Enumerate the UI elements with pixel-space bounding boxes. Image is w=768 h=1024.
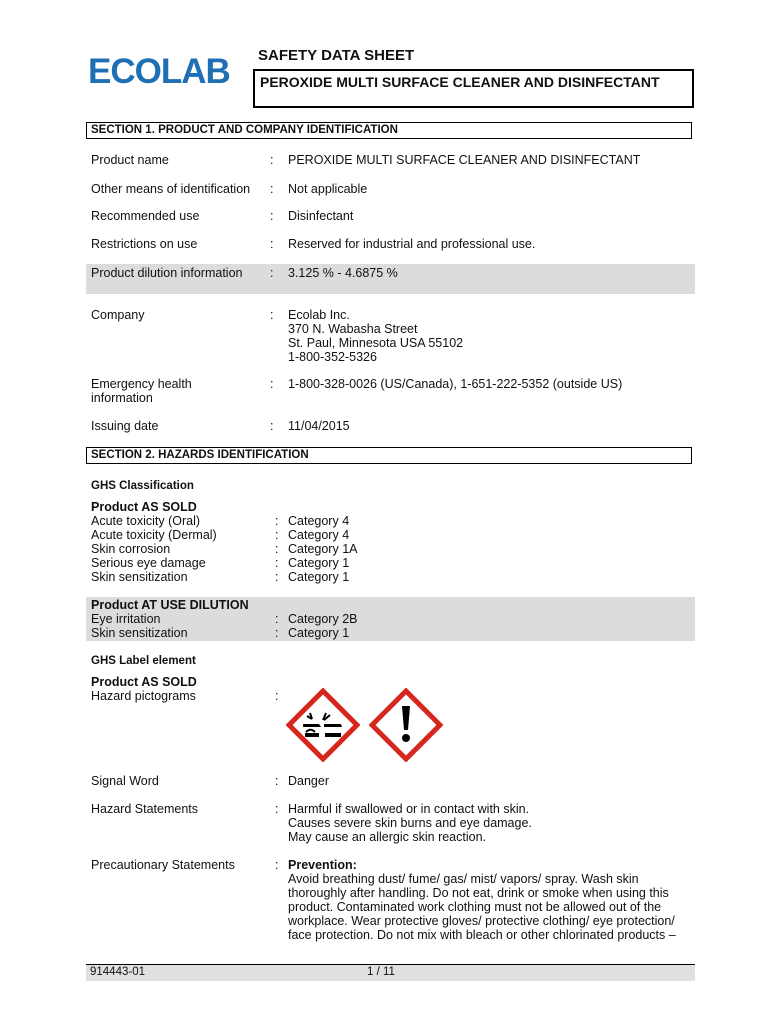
exclamation-pictogram-icon [369,688,443,762]
precautionary-label: Precautionary Statements [91,858,235,872]
product-name-value: PEROXIDE MULTI SURFACE CLEANER AND DISINFECTANT [288,153,641,167]
recommended-use-value: Disinfectant [288,209,354,223]
colon: : [275,514,279,528]
ghs-classification-heading: GHS Classification [91,480,194,492]
colon: : [275,689,279,703]
colon: : [270,308,274,322]
classification-label: Skin corrosion [91,542,171,556]
classification-value: Category 1 [288,556,350,570]
use-dilution-heading: Product AT USE DILUTION [91,598,249,612]
ghs-label-element-heading: GHS Label element [91,655,196,667]
classification-value: Category 2B [288,612,358,626]
classification-label: Acute toxicity (Dermal) [91,528,217,542]
emergency-label-cont: information [91,391,153,405]
classification-label: Skin sensitization [91,570,188,584]
colon: : [275,626,279,640]
corrosion-pictogram-icon [286,688,360,762]
classification-value: Category 4 [288,528,350,542]
pictograms-label: Hazard pictograms [91,689,196,703]
issuing-date-value: 11/04/2015 [288,419,350,433]
document-type-title: SAFETY DATA SHEET [258,47,415,64]
hazard-statement: May cause an allergic skin reaction. [288,830,487,844]
section-1-title: SECTION 1. PRODUCT AND COMPANY IDENTIFICATION [91,124,398,136]
colon: : [275,612,279,626]
page-number: 1 / 11 [367,966,395,978]
other-id-label: Other means of identification [91,182,251,196]
colon: : [275,858,279,872]
colon: : [275,570,279,584]
hazard-statement: Causes severe skin burns and eye damage. [288,816,532,830]
product-title: PEROXIDE MULTI SURFACE CLEANER AND DISINFECTANT [260,74,660,90]
prevention-line: workplace. Wear protective gloves/ protective clothing/ eye protection/ [288,914,675,928]
product-title-box [253,69,694,108]
colon: : [275,556,279,570]
classification-label: Skin sensitization [91,626,188,640]
hazard-statements-label: Hazard Statements [91,802,198,816]
classification-value: Category 1 [288,570,350,584]
colon: : [275,802,279,816]
company-line: St. Paul, Minnesota USA 55102 [288,336,464,350]
signal-word-value: Danger [288,774,329,788]
label-as-sold-heading: Product AS SOLD [91,675,197,689]
classification-label: Serious eye damage [91,556,206,570]
restrictions-label: Restrictions on use [91,237,198,251]
emergency-value: 1-800-328-0026 (US/Canada), 1-651-222-5352 (outside US) [288,377,623,391]
colon: : [275,774,279,788]
company-line: 1-800-352-5326 [288,350,377,364]
document-number: 914443-01 [90,966,145,978]
prevention-line: product. Contaminated work clothing must not be allowed out of the [288,900,662,914]
colon: : [275,528,279,542]
restrictions-value: Reserved for industrial and professional use. [288,237,536,251]
section-1-header [86,122,692,139]
classification-label: Eye irritation [91,612,161,626]
dilution-value: 3.125 % - 4.6875 % [288,266,398,280]
colon: : [270,153,274,167]
ecolab-logo [88,51,242,91]
company-label: Company [91,308,145,322]
prevention-line: Avoid breathing dust/ fume/ gas/ mist/ vapors/ spray. Wash skin [288,872,639,886]
colon: : [270,237,274,251]
svg-text:ECOLAB: ECOLAB [88,52,230,91]
colon: : [270,377,274,391]
signal-word-label: Signal Word [91,774,159,788]
colon: : [270,209,274,223]
prevention-line: thoroughly after handling. Do not eat, drink or smoke when using this [288,886,669,900]
section-2-title: SECTION 2. HAZARDS IDENTIFICATION [91,449,309,461]
section-2-header [86,447,692,464]
company-line: Ecolab Inc. [288,308,350,322]
company-line: 370 N. Wabasha Street [288,322,418,336]
as-sold-heading: Product AS SOLD [91,500,197,514]
colon: : [275,542,279,556]
other-id-value: Not applicable [288,182,368,196]
issuing-date-label: Issuing date [91,419,159,433]
colon: : [270,419,274,433]
colon: : [270,266,274,280]
colon: : [270,182,274,196]
recommended-use-label: Recommended use [91,209,200,223]
dilution-label: Product dilution information [91,266,243,280]
classification-value: Category 1 [288,626,350,640]
product-name-label: Product name [91,153,169,167]
prevention-line: face protection. Do not mix with bleach or other chlorinated products – [288,928,676,942]
classification-value: Category 1A [288,542,358,556]
classification-label: Acute toxicity (Oral) [91,514,201,528]
prevention-heading: Prevention: [288,858,357,872]
emergency-label: Emergency health [91,377,192,391]
classification-value: Category 4 [288,514,350,528]
hazard-statement: Harmful if swallowed or in contact with skin. [288,802,530,816]
